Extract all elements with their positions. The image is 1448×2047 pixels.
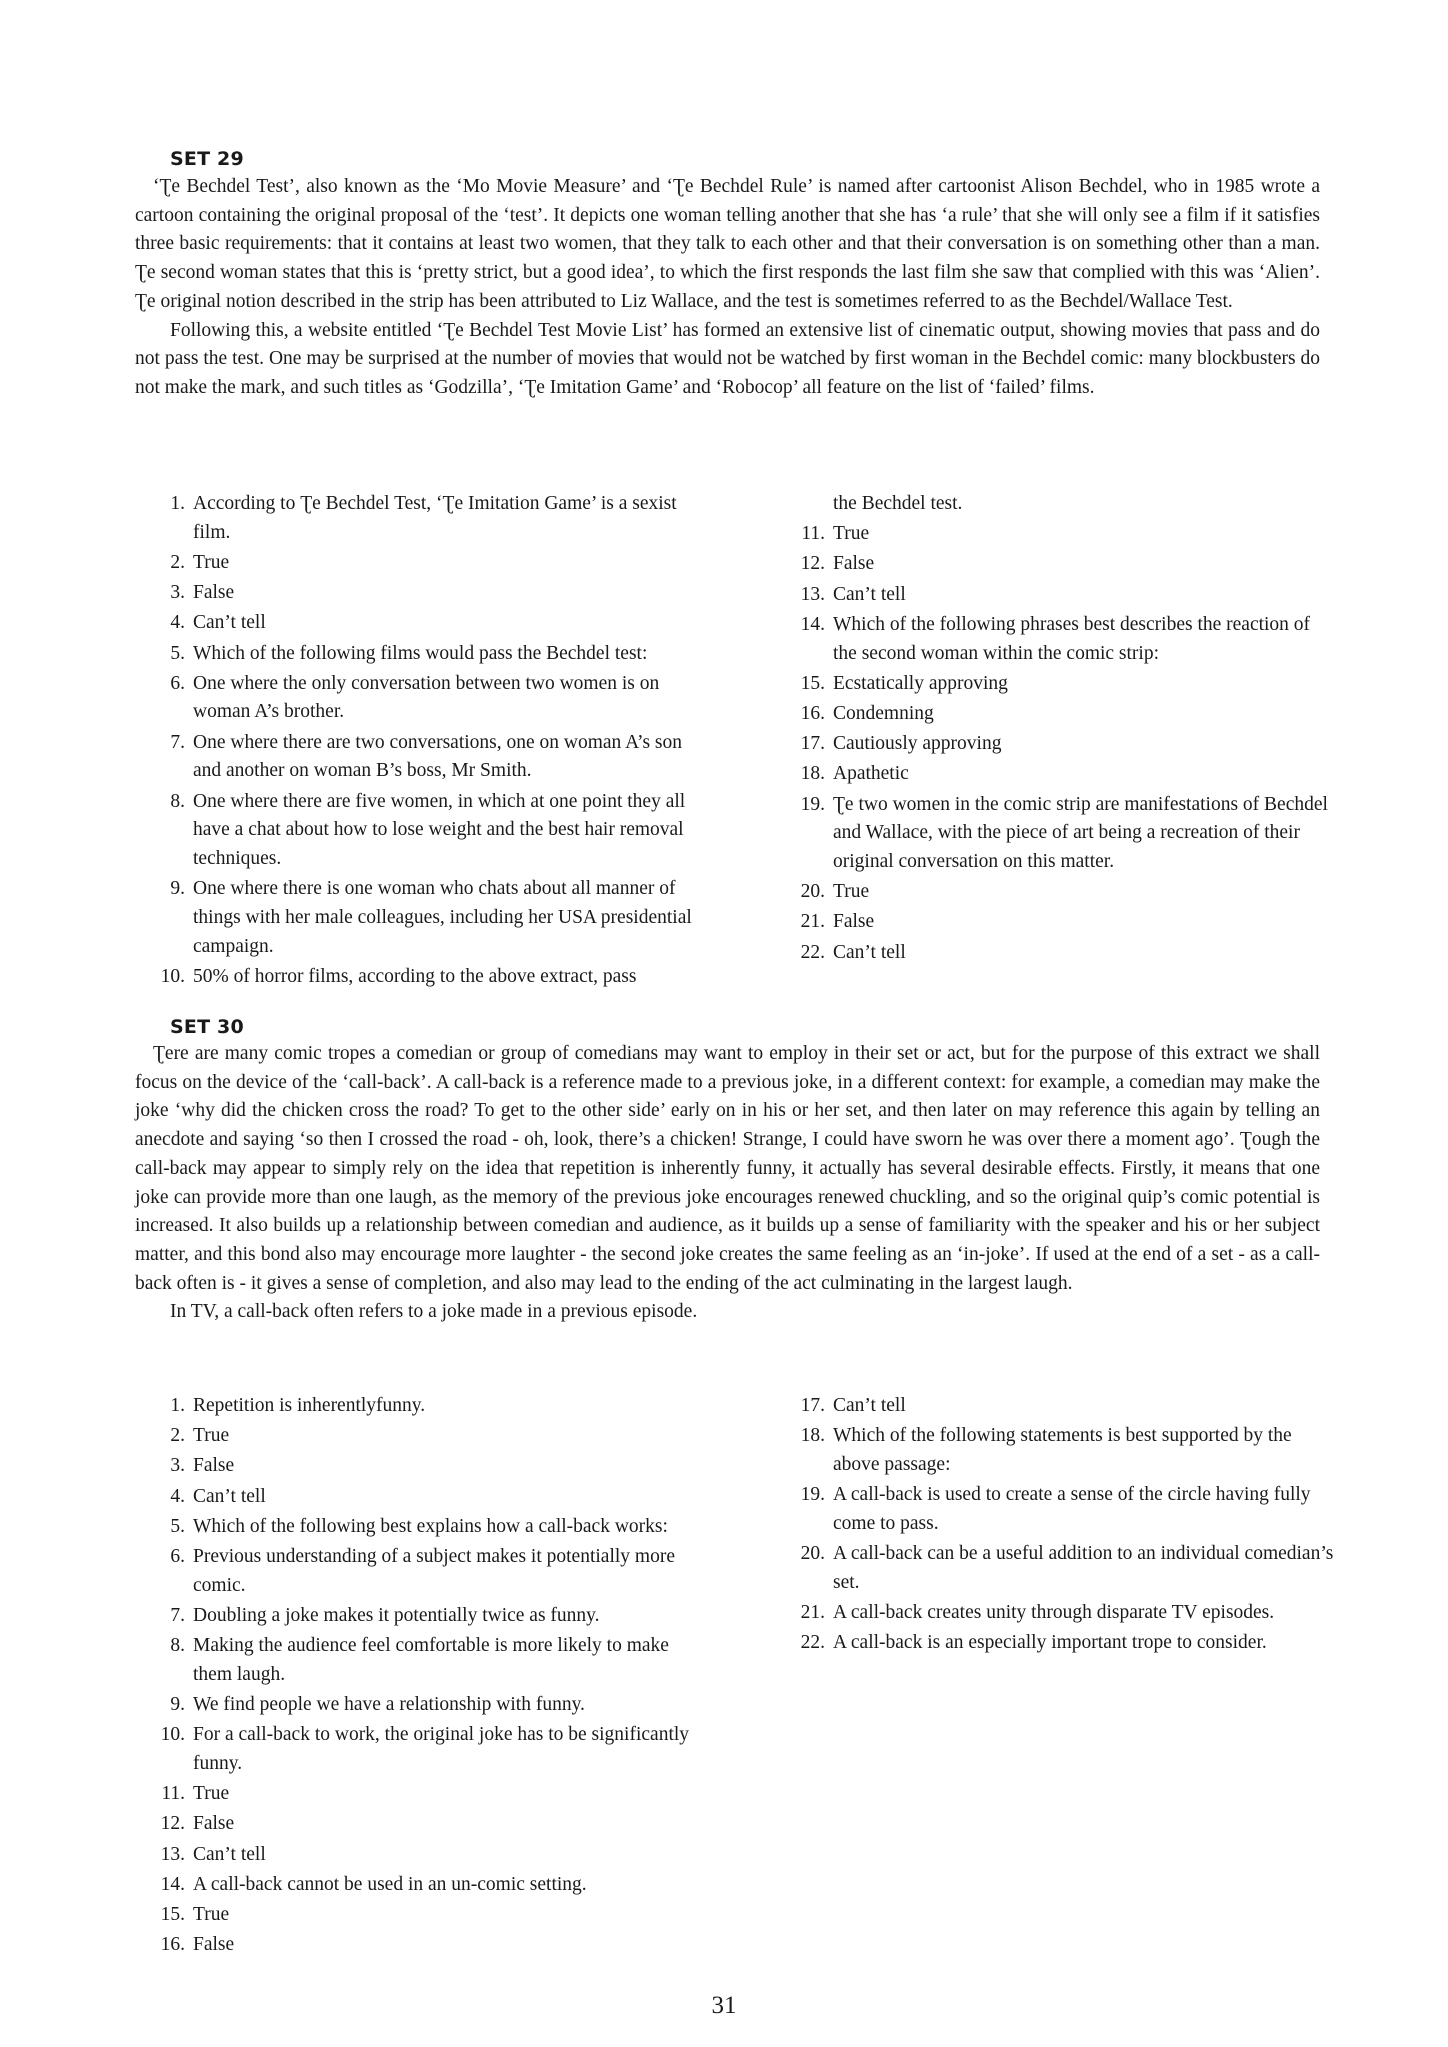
question-item: 17. Cautiously approving (800, 733, 1002, 755)
set-29-passage (135, 173, 1320, 403)
question-item: 15. True (160, 1903, 230, 1925)
question-item: 20. True (800, 881, 870, 903)
question-item: 19. A call-back is used to create a sense of the circle having fully come to pass. (800, 1484, 1311, 1534)
question-item: 14. A call-back cannot be used in an un-comic setting. (160, 1873, 587, 1895)
question-item: 16. False (160, 1934, 235, 1956)
question-item: 17. Can’t tell (800, 1395, 906, 1416)
question-item: 12. False (160, 1813, 235, 1835)
set-30-passage (135, 1040, 1320, 1327)
question-item: 7. One where there are two conversations, one on woman A’s son and another on woman B’s boss, Mr Smith. (170, 731, 682, 782)
question-item: 4. Can’t tell (170, 1485, 266, 1507)
question-item: 19. Ʈe two women in the comic strip are manifestations of Bechdel and Wallace, with the piece of art being a recreation of their original conversation on this matter. (800, 793, 1328, 872)
set-30-heading: SET 30 (170, 1016, 244, 1038)
set-29-heading: SET 29 (170, 148, 244, 170)
question-item: 6. One where the only conversation between two women is on woman A’s brother. (170, 672, 660, 723)
question-item: 3. False (170, 582, 235, 604)
question-item: 20. A call-back can be a useful addition to an individual comedian’s set. (800, 1543, 1334, 1593)
set-29-paragraph: Following this, a website entitled ‘Ʈe Bechdel Test Movie List’ has formed an extensive list of cinematic output, showing movies that pass and do not pass the test. One may be surprised at the number of movies that would not be watched by first woman in the Bechdel comic: many blockbusters do not make the mark, and such titles as ‘Godzilla’, ‘Ʈe Imitation Game’ and ‘Robocop’ all feature on the list of ‘failed’ films. (135, 319, 1320, 398)
question-item: 1. According to Ʈe Bechdel Test, ‘Ʈe Imitation Game’ is a sexist film. (170, 493, 677, 543)
question-item: 13. Can’t tell (160, 1843, 266, 1865)
question-continuation: the Bechdel test. (833, 493, 963, 514)
question-item: 11. True (801, 523, 870, 545)
question-item: 21. A call-back creates unity through disparate TV episodes. (800, 1601, 1275, 1623)
question-item: 4. Can’t tell (170, 612, 266, 634)
question-item: 8. One where there are five women, in which at one point they all have a chat about how to lose weight and the best hair removal techniques. (170, 790, 686, 869)
question-item: 3. False (170, 1455, 235, 1477)
question-item: 12. False (800, 553, 875, 575)
question-item: 22. Can’t tell (800, 941, 906, 963)
question-item: 1. Repetition is inherentlyfunny. (170, 1395, 426, 1416)
set-30-questions-right (777, 1392, 1337, 1659)
question-item: 2. True (170, 551, 230, 573)
question-item: 6. Previous understanding of a subject makes it potentially more comic. (170, 1546, 675, 1596)
set-30-paragraph: Ʈere are many comic tropes a comedian or group of comedians may want to employ in their set or act, but for the purpose of this extract we shall focus on the device of the ‘call-back’. A call-back is a reference made to a previous joke, in a different context: for example, a comedian may make the joke ‘why did the chicken cross the road? To get to the other side’ early on in his or her set, and then later on may reference this again by telling an anecdote and saying ‘so then I crossed the road - oh, look, there’s a chicken! Strange, I could have sworn he was over there a moment ago’. Ʈough the call-back may appear to simply rely on the idea that repetition is inherently funny, it actually has several desirable effects. Firstly, it means that one joke can provide more than one laugh, as the memory of the previous joke encourages renewed chuckling, and so the original quip’s comic potential is increased. It also builds up a relationship between comedian and audience, as it builds up a sense of familiarity with the speaker and his or her subject matter, and this bond also may encourage more laughter - the second joke creates the same feeling as an ‘in-joke’. If used at the end of a set - as a call-back often is - it gives a sense of completion, and also may lead to the ending of the act culminating in the largest laugh. (135, 1043, 1320, 1294)
set-29-questions-right (777, 490, 1337, 969)
set-30-paragraph: In TV, a call-back often refers to a joke made in a previous episode. (170, 1301, 698, 1323)
question-item: 5. Which of the following best explains how a call-back works: (170, 1515, 668, 1537)
question-item: 21. False (800, 911, 875, 933)
question-item: 14. Which of the following phrases best describes the reaction of the second woman within the comic strip: (800, 613, 1311, 664)
set-30-questions-left (137, 1392, 697, 1961)
question-item: 9. One where there is one woman who chats about all manner of things with her male colleagues, including her USA presidential campaign. (170, 878, 692, 957)
page-number: 31 (711, 1992, 737, 2019)
question-item: 9. We find people we have a relationship with funny. (170, 1694, 585, 1716)
question-item: 13. Can’t tell (800, 583, 906, 605)
question-item: 8. Making the audience feel comfortable is more likely to make them laugh. (170, 1635, 669, 1685)
question-item: 7. Doubling a joke makes it potentially twice as funny. (170, 1604, 600, 1626)
question-item: 2. True (170, 1425, 230, 1447)
question-item: 18. Apathetic (800, 763, 909, 785)
question-item: 16. Condemning (800, 702, 934, 724)
question-item: 10. For a call-back to work, the original joke has to be significantly funny. (160, 1724, 690, 1774)
set-29-questions-left (137, 490, 697, 993)
question-item: 15. Ecstatically approving (800, 672, 1008, 694)
question-item: 5. Which of the following films would pass the Bechdel test: (170, 642, 648, 664)
question-item: 10. 50% of horror films, according to the above extract, pass (160, 965, 637, 987)
set-29-paragraph: ‘Ʈe Bechdel Test’, also known as the ‘Mo Movie Measure’ and ‘Ʈe Bechdel Rule’ is named after cartoonist Alison Bechdel, who in 1985 wrote a cartoon containing the original proposal of the ‘test’. It depicts one woman telling another that she has ‘a rule’ that she will only see a film if it satisfies three basic requirements: that it contains at least two women, that they talk to each other and that their conversation is on something other than a man. Ʈe second woman states that this is ‘pretty strict, but a good idea’, to which the first responds the last film she saw that complied with this was ‘Alien’. Ʈe original notion described in the strip has been attributed to Liz Wallace, and the test is sometimes referred to as the Bechdel/Wallace Test. (135, 176, 1320, 312)
question-item: 18. Which of the following statements is best supported by the above passage: (800, 1425, 1292, 1475)
question-item: 11. True (161, 1783, 230, 1805)
question-item: 22. A call-back is an especially important trope to consider. (800, 1632, 1267, 1654)
